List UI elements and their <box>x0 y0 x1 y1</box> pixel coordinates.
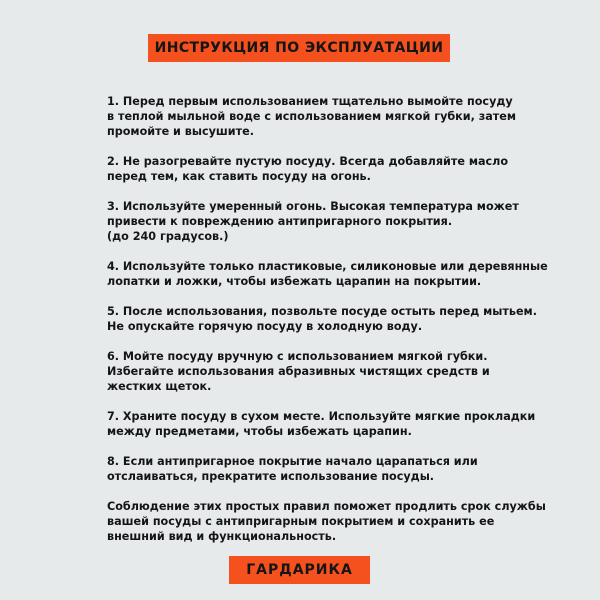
closing-note <box>107 499 547 544</box>
text-line: отслаиваться, прекратите использование посуды. <box>107 470 435 483</box>
title-banner <box>148 34 450 62</box>
text-line: 3. Используйте умеренный огонь. Высокая температура может <box>107 200 519 213</box>
text-line: 5. После использования, позвольте посуде остыть перед мытьем. <box>107 305 537 318</box>
text-line: вашей посуды с антипригарным покрытием и сохранить ее <box>107 515 495 528</box>
text-line: 2. Не разогревайте пустую посуду. Всегда добавляйте масло <box>107 155 509 168</box>
instruction-item-6 <box>107 349 547 394</box>
text-line: 6. Мойте посуду вручную с использованием мягкой губки. <box>107 350 488 363</box>
text-line: 1. Перед первым использованием тщательно вымойте посуду <box>107 95 513 108</box>
instruction-item-1 <box>107 94 547 139</box>
text-line: внешний вид и функциональность. <box>107 530 337 543</box>
text-line: Не опускайте горячую посуду в холодную воду. <box>107 320 423 333</box>
text-line: лопатки и ложки, чтобы избежать царапин на покрытии. <box>107 275 482 288</box>
brand-name: ГАРДАРИКА <box>246 562 353 578</box>
text-line: привести к повреждению антипригарного покрытия. <box>107 215 453 228</box>
instruction-item-2 <box>107 154 547 184</box>
brand-banner <box>229 556 370 584</box>
text-line: 8. Если антипригарное покрытие начало царапаться или <box>107 455 478 468</box>
text-line: Соблюдение этих простых правил поможет продлить срок службы <box>107 500 546 513</box>
text-line: (до 240 градусов.) <box>107 230 229 243</box>
text-line: перед тем, как ставить посуду на огонь. <box>107 170 371 183</box>
instructions-list <box>107 94 547 559</box>
instruction-item-8 <box>107 454 547 484</box>
text-line: Избегайте использования абразивных чистящих средств и <box>107 365 490 378</box>
text-line: 4. Используйте только пластиковые, силиконовые или деревянные <box>107 260 548 273</box>
instruction-item-5 <box>107 304 547 334</box>
instruction-item-3 <box>107 199 547 244</box>
text-line: в теплой мыльной воде с использованием мягкой губки, затем <box>107 110 517 123</box>
text-line: жестких щеток. <box>107 380 212 393</box>
instruction-item-7 <box>107 409 547 439</box>
instruction-item-4 <box>107 259 547 289</box>
text-line: промойте и высушите. <box>107 125 254 138</box>
text-line: между предметами, чтобы избежать царапин. <box>107 425 412 438</box>
page-title: ИНСТРУКЦИЯ ПО ЭКСПЛУАТАЦИИ <box>154 40 444 56</box>
text-line: 7. Храните посуду в сухом месте. Используйте мягкие прокладки <box>107 410 536 423</box>
